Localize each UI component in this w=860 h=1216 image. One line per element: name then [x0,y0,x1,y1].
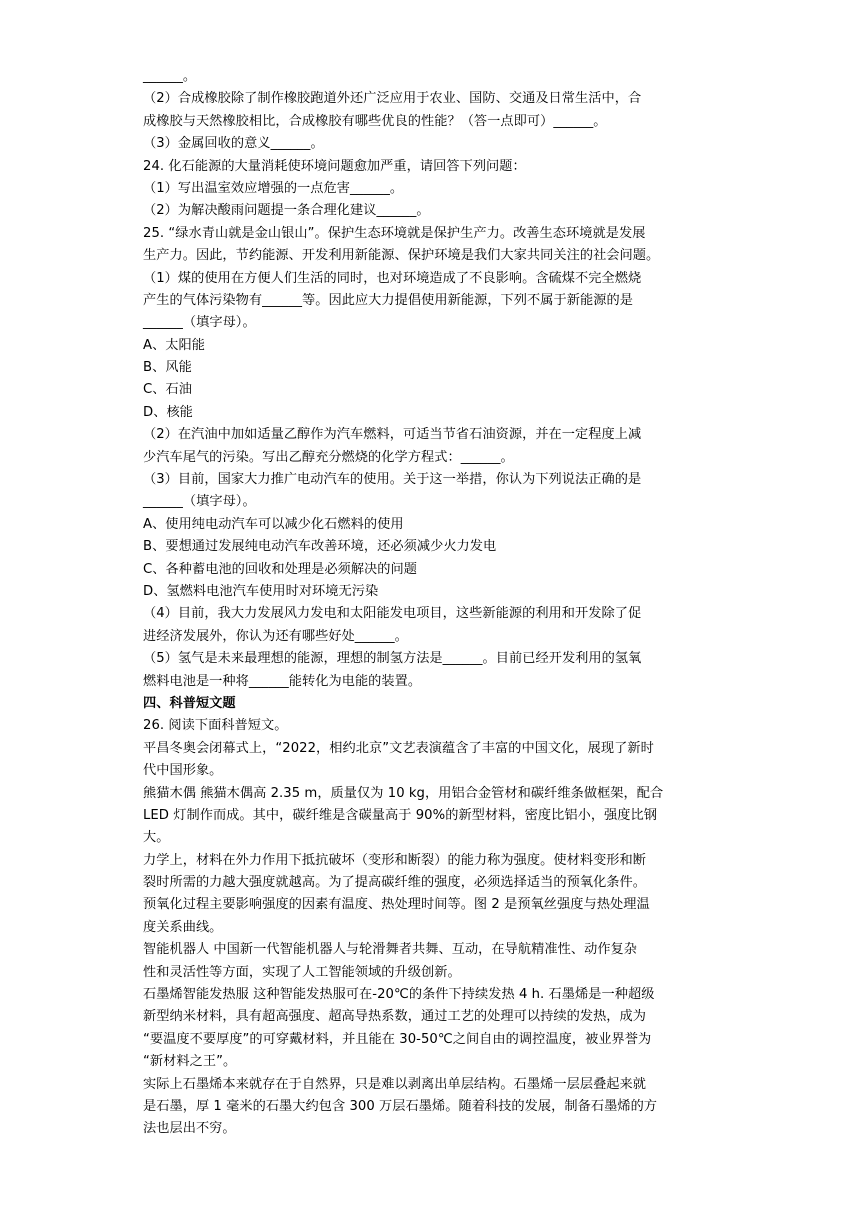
text-line: 法也层出不穷。 [143,1121,236,1137]
text-line: （3）目前，国家大力推广电动汽车的使用。关于这一举措，你认为下列说法正确的是 [143,472,642,488]
option-a: A、太阳能 [143,337,206,353]
option-d: D、氢燃料电池汽车使用时对环境无污染 [143,583,379,599]
text-line: 燃料电池是一种将______能转化为电能的装置。 [143,673,422,689]
text-line: ______。 [143,69,197,84]
text-line: 代中国形象。 [143,763,223,779]
document-page [143,66,723,1141]
text-line: “新材料之王”。 [143,1054,237,1070]
text-line: （1）煤的使用在方便人们生活的同时，也对环境造成了不良影响。含硫煤不完全燃烧 [143,270,642,286]
text-line: 智能机器人 中国新一代智能机器人与轮滑舞者共舞、互动，在导航精准性、动作复杂 [143,942,638,958]
text-line: 裂时所需的力越大强度就越高。为了提高碳纤维的强度，必须选择适当的预氧化条件。 [143,875,647,891]
text-line: ______（填字母）。 [143,315,256,331]
text-line: 产生的气体污染物有______等。因此应大力提倡使用新能源，下列不属于新能源的是 [143,292,633,308]
text-line: 实际上石墨烯本来就存在于自然界，只是难以剥离出单层结构。石墨烯一层层叠起来就 [143,1076,647,1092]
text-line: 预氧化过程主要影响强度的因素有温度、热处理时间等。图 2 是预氧丝强度与热处理温 [143,897,650,913]
text-line: 性和灵活性等方面，实现了人工智能领域的升级创新。 [143,964,461,980]
text-line: （3）金属回收的意义______。 [143,136,324,152]
text-line: （5）氢气是未来最理想的能源，理想的制氢方法是______。目前已经开发利用的氢氧 [143,651,642,667]
text-line: （4）目前，我大力发展风力发电和太阳能发电项目，这些新能源的利用和开发除了促 [143,606,642,622]
option-c: C、各种蓄电池的回收和处理是必须解决的问题 [143,561,418,577]
text-line: （2）为解决酸雨问题提一条合理化建议______。 [143,203,430,219]
option-d: D、核能 [143,404,193,420]
text-line: ______（填字母）。 [143,494,256,510]
text-line: 熊猫木偶 熊猫木偶高 2.35 m，质量仅为 10 kg，用铝合金管材和碳纤维条做框架，配合 [143,785,664,801]
option-c: C、石油 [143,382,192,398]
text-line: 是石墨，厚 1 毫米的石墨大约包含 300 万层石墨烯。随着科技的发展，制备石墨烯的方 [143,1098,658,1114]
text-line: （2）合成橡胶除了制作橡胶跑道外还广泛应用于农业、国防、交通及日常生活中，合 [143,91,642,107]
question-26: 26. 阅读下面科普短文。 [143,718,288,734]
text-line: 度关系曲线。 [143,919,223,935]
question-24: 24. 化石能源的大量消耗使环境问题愈加严重，请回答下列问题： [143,158,526,174]
text-line: 石墨烯智能发热服 这种智能发热服可在-20℃的条件下持续发热 4 h. 石墨烯是一种超级 [143,987,655,1003]
text-line: （1）写出温室效应增强的一点危害______。 [143,180,404,196]
text-line: 平昌冬奥会闭幕式上，“2022，相约北京”文艺表演蕴含了丰富的中国文化，展现了新时 [143,740,654,756]
text-line: 新型纳米材料，具有超高强度、超高导热系数，通过工艺的处理可以持续的发热，成为 [143,1009,647,1025]
text-line: LED 灯制作而成。其中，碳纤维是含碳量高于 90%的新型材料，密度比铝小，强度比钢 [143,807,658,823]
text-line: “要温度不要厚度”的可穿戴材料，并且能在 30-50℃之间自由的调控温度，被业界誉为 [143,1031,652,1047]
option-b: B、要想通过发展纯电动汽车改善环境，还必须减少火力发电 [143,539,497,555]
text-line: 力学上，材料在外力作用下抵抗破坏（变形和断裂）的能力称为强度。使材料变形和断 [143,852,647,868]
text-line: 大。 [143,830,170,846]
option-b: B、风能 [143,360,192,376]
option-a: A、使用纯电动汽车可以减少化石燃料的使用 [143,516,404,532]
text-line: 进经济发展外，你认为还有哪些好处______。 [143,628,408,644]
text-line: 成橡胶与天然橡胶相比，合成橡胶有哪些优良的性能？（答一点即可）______。 [143,113,607,129]
section-heading: 四、科普短文题 [143,695,236,711]
text-line: 生产力。因此，节约能源、开发利用新能源、保护环境是我们大家共同关注的社会问题。 [143,248,660,264]
text-line: 少汽车尾气的污染。写出乙醇充分燃烧的化学方程式：______。 [143,449,514,465]
question-25: 25. “绿水青山就是金山银山”。保护生态环境就是保护生产力。改善生态环境就是发展 [143,225,646,241]
text-line: （2）在汽油中加如适量乙醇作为汽车燃料，可适当节省石油资源，并在一定程度上减 [143,427,642,443]
